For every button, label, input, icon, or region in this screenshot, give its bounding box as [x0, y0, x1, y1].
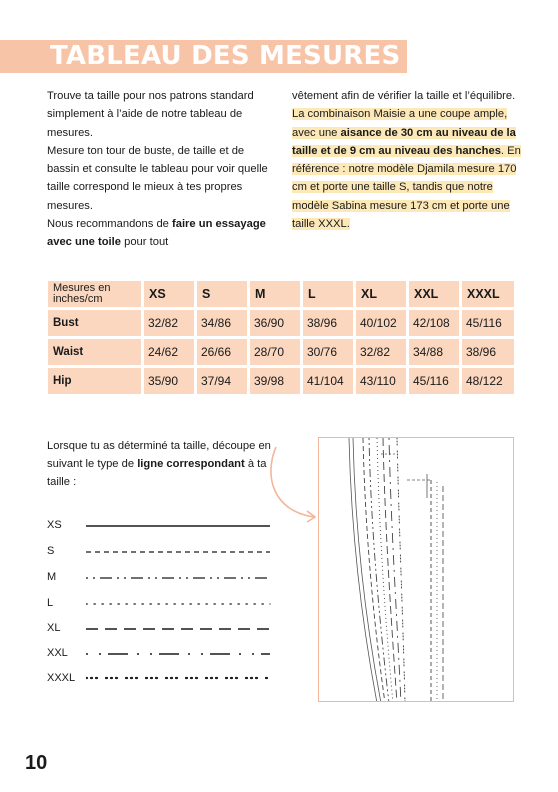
table-header-row — [48, 281, 514, 307]
intro-text-span: pour tout — [121, 236, 169, 249]
arrow-icon — [262, 445, 318, 525]
cut-instructions — [47, 437, 272, 491]
table-cell: 41/104 — [303, 368, 353, 394]
table-cell: 39/98 — [250, 368, 300, 394]
table-cell: 42/108 — [409, 310, 459, 336]
corner-line-2: inches/cm — [53, 293, 103, 305]
table-cell: 37/94 — [197, 368, 247, 394]
pattern-detail-illustration — [318, 437, 514, 702]
table-cell: 32/82 — [144, 310, 194, 336]
legend-label-xl: XL — [47, 622, 61, 634]
table-corner-label — [48, 281, 141, 307]
table-cell: 24/62 — [144, 339, 194, 365]
note-text-span: . En référence : notre modèle Djamila mesure 170 cm et porte une taille S, tandis que notre modèle Sabina mesure 173 cm et porte une taille XXXL. — [292, 144, 521, 231]
note-text-span: La combinaison Maisie a une coupe ample, avec une — [292, 108, 508, 139]
intro-paragraph-3 — [47, 215, 279, 252]
line-legend-swatches — [86, 520, 276, 680]
maisie-note — [292, 105, 524, 233]
table-cell: 40/102 — [356, 310, 406, 336]
row-label: Bust — [48, 310, 141, 336]
legend-label-xs: XS — [47, 519, 62, 531]
intro-text-right — [292, 87, 524, 233]
table-cell: 26/66 — [197, 339, 247, 365]
intro-paragraph-1: Trouve ta taille pour nos patrons standard simplement à l’aide de notre tableau de mesures. — [47, 90, 254, 139]
table-cell: 48/122 — [462, 368, 514, 394]
legend-label-xxxl: XXXL — [47, 672, 76, 684]
table-cell: 30/76 — [303, 339, 353, 365]
size-header: XL — [356, 281, 406, 307]
table-row — [48, 310, 514, 336]
row-label: Waist — [48, 339, 141, 365]
intro-paragraph-4: vêtement afin de vérifier la taille et l’équilibre. — [292, 90, 516, 102]
pattern-lines — [319, 438, 514, 702]
table-cell: 35/90 — [144, 368, 194, 394]
cut-bold-span: ligne correspondant — [137, 458, 245, 470]
table-cell: 38/96 — [303, 310, 353, 336]
size-header: M — [250, 281, 300, 307]
table-cell: 36/90 — [250, 310, 300, 336]
legend-label-m: M — [47, 571, 57, 583]
table-row — [48, 368, 514, 394]
intro-bold-span: faire un essayage avec une toile — [47, 218, 266, 249]
legend-label-s: S — [47, 545, 55, 557]
page-number: 10 — [25, 752, 48, 774]
size-header: XS — [144, 281, 194, 307]
intro-paragraph-2: Mesure ton tour de buste, de taille et de bassin et consulte le tableau pour voir quelle taille correspond le mieux à tes propres mesures. — [47, 144, 268, 212]
size-header: XXXL — [462, 281, 514, 307]
table-cell: 43/110 — [356, 368, 406, 394]
table-cell: 28/70 — [250, 339, 300, 365]
page-title: TABLEAU DES MESURES — [50, 41, 401, 71]
size-chart-table — [45, 278, 517, 397]
highlighted-text — [292, 108, 521, 230]
note-bold-span: aisance de 30 cm au niveau de la taille et de 9 cm au niveau des hanches — [292, 126, 516, 157]
size-header: L — [303, 281, 353, 307]
legend-label-xxl: XXL — [47, 647, 68, 659]
table-cell: 34/88 — [409, 339, 459, 365]
cut-text-span: à ta taille : — [47, 458, 267, 488]
table-row — [48, 339, 514, 365]
table-cell: 38/96 — [462, 339, 514, 365]
row-label: Hip — [48, 368, 141, 394]
intro-text-left — [47, 87, 279, 252]
size-header: XXL — [409, 281, 459, 307]
cut-text-span: Lorsque tu as déterminé ta taille, découpe en suivant le type de — [47, 440, 271, 470]
table-cell: 45/116 — [409, 368, 459, 394]
corner-line-1: Mesures en — [53, 282, 111, 294]
table-cell: 45/116 — [462, 310, 514, 336]
size-header: S — [197, 281, 247, 307]
table-cell: 32/82 — [356, 339, 406, 365]
intro-text-span: Nous recommandons de — [47, 218, 172, 231]
legend-label-l: L — [47, 597, 54, 609]
table-cell: 34/86 — [197, 310, 247, 336]
